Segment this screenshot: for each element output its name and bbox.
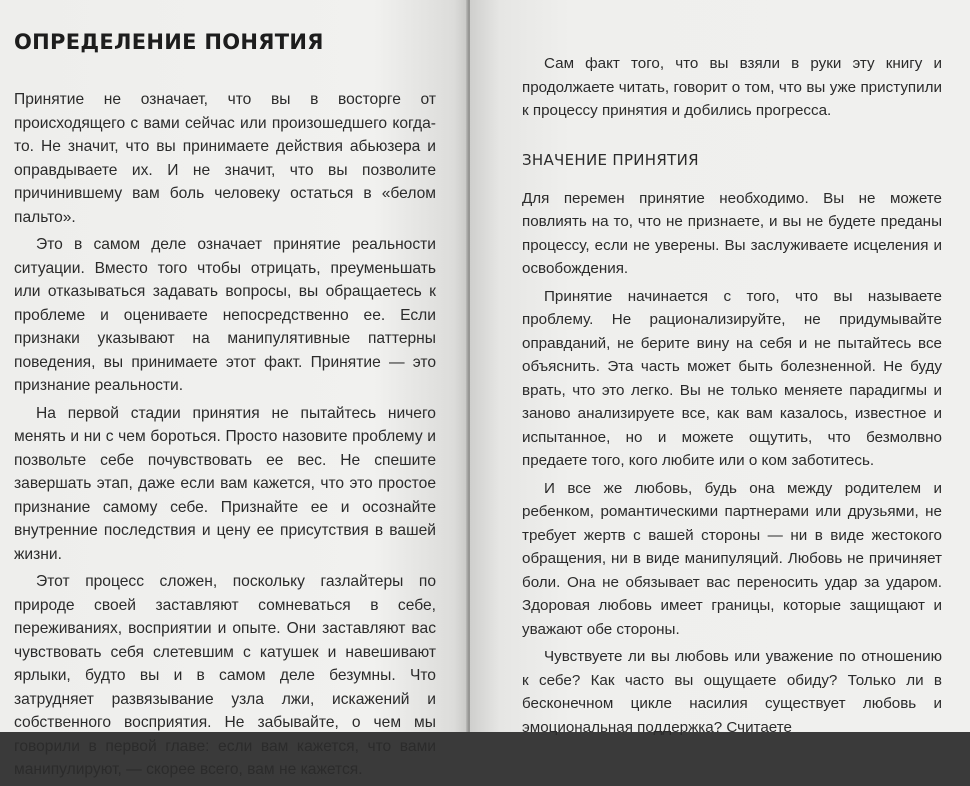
paragraph: Принятие не означает, что вы в восторге от происходящего с вами сейчас или произошедшего когда-то. Не значит, что вы принимаете действия абьюзера и оправдываете их. И не значит, что вы позволите причинившему вам боль человеку остаться в «белом пальто». [14, 91, 436, 226]
right-page [470, 0, 970, 736]
paragraph: Принятие начинается с того, что вы называете проблему. Не рационализируйте, не придумывайте оправданий, не берите вину на себя и не пытайтесь все объяснить. Эта часть может быть болезненной. Не буду врать, что это легко. Вы не только меняете парадигмы и заново анализируете все, как вам казалось, известное и испытанное, но и можете ощутить, что безмолвно предаете того, кого любите или о ком заботитесь. [522, 287, 942, 469]
section-title: ОПРЕДЕЛЕНИЕ ПОНЯТИЯ [14, 30, 324, 54]
paragraph: Этот процесс сложен, поскольку газлайтеры по природе своей заставляют сомневаться в себе, переживаниях, восприятии и опыте. Они заставляют вас чувствовать себя слетевшим с катушек и навешивают ярлыки, будто вы и в самом деле безумны. Что затрудняет развязывание узла лжи, искажений и собственного восприятия. Не забывайте, о чем мы говорили в первой главе: если вам кажется, что вами манипулируют, — скорее всего, вам не кажется. [14, 573, 436, 778]
paragraph: Для перемен принятие необходимо. Вы не можете повлиять на то, что не признаете, и вы не будете преданы процессу, если не уверены. Вы заслуживаете исцеления и освобождения. [522, 189, 942, 277]
intro-paragraph: Сам факт того, что вы взяли в руки эту книгу и продолжаете читать, говорит о том, что вы уже приступили к процессу принятия и добились прогресса. [522, 55, 942, 119]
paragraph: На первой стадии принятия не пытайтесь ничего менять и ни с чем бороться. Просто назовите проблему и позвольте себе почувствовать ее вес. Не спешите завершать этап, даже если вам кажется, что это простое признание самому себе. Признайте ее и осознайте внутренние последствия и цену ее присутствия в вашей жизни. [14, 404, 436, 563]
right-page-text-column [522, 52, 942, 743]
paragraph: Это в самом деле означает принятие реальности ситуации. Вместо того чтобы отрицать, преуменьшать или отказываться задавать вопросы, вы обращаетесь к проблеме и оцениваете непосредственно ее. Если признаки указывают на манипулятивные паттерны поведения, вы принимаете этот факт. Принятие — это признание реальности. [14, 236, 436, 394]
left-page-text-column [14, 30, 436, 786]
paragraph: Чувствуете ли вы любовь или уважение по отношению к себе? Как часто вы ощущаете обиду? Только ли в бесконечном цикле насилия существует любовь и эмоциональная поддержка? Считаете [522, 648, 942, 736]
left-page [0, 0, 468, 778]
paragraph: И все же любовь, будь она между родителем и ребенком, романтическими партнерами или друзьями, не требует жертв с вашей стороны — ни в виде жестокого обращения, ни в виде манипуляций. Любовь не причиняет боли. Она не обязывает вас переносить удар за ударом. Здоровая любовь имеет границы, которые защищают и уважают обе стороны. [522, 479, 942, 638]
section-subtitle: ЗНАЧЕНИЕ ПРИНЯТИЯ [522, 150, 699, 169]
